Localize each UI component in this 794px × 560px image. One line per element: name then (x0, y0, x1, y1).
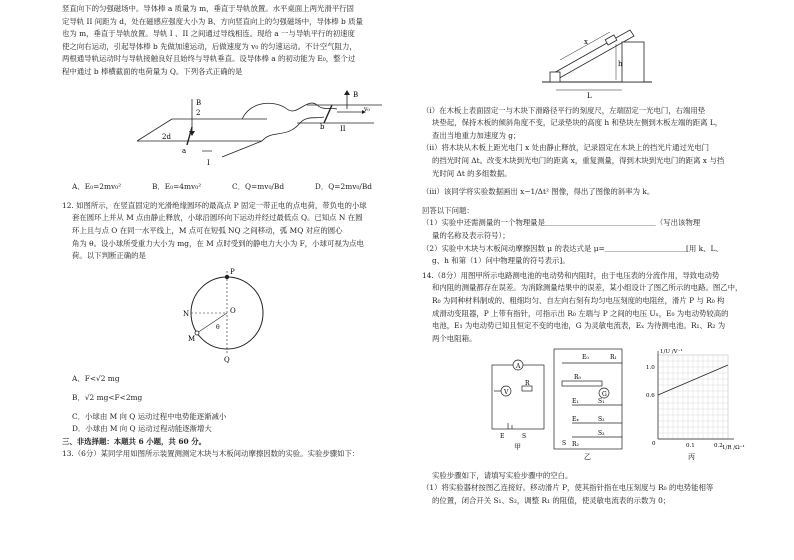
text-line: 程中通过 b 棒横截面的电荷量为 Q。下列各式正确的是 (62, 66, 243, 76)
graph-ylabel: 1/U /V⁻¹ (660, 349, 683, 356)
text-line: （1）实验中还需测量的一个物理量是＿＿＿＿＿＿＿＿＿＿＿＿＿＿＿（写出该物理 (422, 218, 701, 228)
label-R1: R₁ (610, 354, 617, 362)
label-O: O (230, 306, 236, 315)
text-line: 使之向右运动，引起导体棒 b 先做加速运动，后做速度为 v₀ 的匀速运动。不计空气阻力， (62, 41, 357, 51)
tick-y1: 1.0 (646, 365, 655, 372)
text-line: 量的名称及表示符号）； (432, 230, 510, 240)
q14-steps (422, 470, 752, 508)
fig12-ring-diagram (62, 263, 392, 363)
option-c[interactable]: C．小球由 M 向 Q 运动过程中电势能逐渐减小 (72, 411, 227, 421)
label-bing: 丙 (688, 453, 695, 462)
text-line: 两个电阻箱。 (432, 333, 477, 343)
right-column (422, 0, 752, 508)
left-column (62, 0, 392, 461)
text-line: 竖直向下的匀强磁场中。导体棒 a 质量为 m，垂直于导轨放置。水平桌面上两光滑平行固 (62, 4, 354, 13)
label-Sp: S (562, 440, 567, 448)
label-N: N (183, 309, 190, 318)
option-b[interactable]: B．√2 mg<F<2mg (72, 392, 143, 402)
fig14-circuits (422, 345, 752, 465)
label-Ex: Eₓ (572, 416, 579, 424)
text-line: 的位置，闭合开关 S₁、S₂，调整 R₁ 的阻值，使灵敏电流表的示数为 0； (432, 496, 671, 506)
text-line: 荷。以下判断正确的是 (72, 251, 146, 261)
label-S2: S₂ (598, 416, 605, 424)
label-yi: 乙 (584, 453, 591, 462)
label-x: x (584, 38, 588, 46)
label-B1: B (196, 98, 202, 107)
ammeter-A: A (516, 363, 521, 371)
label-S: S (522, 433, 527, 441)
text-line: 的挡光时间 Δt。改变木块到光电门的距离 x，重复测量，得到木块到光电门的距离 x 与挡 (432, 155, 725, 165)
label-E: E (500, 433, 505, 441)
label-b: b (320, 122, 325, 131)
q12-text (62, 200, 392, 263)
text-line: 光时间 Δt 的多组数据。 (432, 168, 512, 178)
label-Q: Q (224, 355, 230, 363)
label-L: L (587, 92, 592, 100)
tick-y2: 0.6 (646, 393, 655, 400)
label-M: M (188, 334, 196, 343)
tick-x2: 0.2 (714, 443, 723, 450)
q13-steps (422, 105, 752, 268)
text-line: g、h 和第（1）问中物理量的符号表示]。 (432, 256, 570, 266)
option-a[interactable]: A．E₀=2mv₀² (72, 182, 122, 192)
label-num1: I (207, 158, 210, 167)
text-line: 定导轨 II 间距为 d，处在磁感应强度大小为 B、方向竖直向上的匀强磁场中，导体棒 b 质量 (62, 16, 363, 26)
text-line: 角为 θ。设小球所受重力大小为 mg，在 M 点时受到的静电力大小为 F，小球可视为点电 (72, 238, 364, 248)
label-R2: R₂ (572, 441, 579, 449)
q13-heading: 13.（6分）某同学用如图所示装置测测定木块与木板间动摩擦因数的实验。实验步骤如下： (62, 449, 360, 459)
q12-options (62, 373, 392, 435)
label-a: a (182, 146, 187, 155)
q11-text (62, 3, 392, 79)
option-d[interactable]: D．小球由 M 向 Q 运动过程动能逐渐增大 (72, 424, 212, 434)
fig11-rails-diagram (62, 79, 392, 173)
label-num2: II (340, 124, 346, 133)
text-line: （1）将实验器材按图乙连接好。移动滑片 P，使其指针指在电压刻度与 R₀ 的电势能相等 (422, 483, 714, 493)
graph-xlabel: 1/R /Ω⁻¹ (722, 445, 745, 452)
text-line: 查出当地重力加速度为 g； (432, 130, 521, 140)
text-line: 两根通导轨运动时与导轨接触良好且始终与导轨垂直。设导体棒 a 的初动能为 E₀，整个过 (62, 54, 356, 64)
label-P: P (230, 267, 235, 276)
label-E0: E₀ (582, 354, 589, 362)
tick-x1: 0.1 (686, 443, 695, 450)
text-line: （i）在木板上表面固定一与木块下滑路径平行的刻度尺，左端固定一光电门，右端用垫 (422, 105, 706, 115)
label-v0: v₀ (364, 105, 370, 113)
label-h: h (618, 60, 623, 68)
label-S3: S₃ (598, 430, 605, 438)
label-R0: R₀ (574, 374, 581, 382)
label-2d: 2d (162, 132, 171, 141)
label-E1: E₁ (572, 398, 579, 406)
voltmeter-V: V (504, 389, 509, 397)
text-line: （iii）该同学将实验数据画出 x−1/Δt² 图像，得出了图像的斜率为 k。 (422, 187, 655, 197)
tick-origin: 0 (652, 441, 656, 448)
label-B2: B (353, 90, 359, 99)
text-line: 块垫起，保持木板的倾斜角度不变，记录垫块的高度 h 和垫块左侧到木板左端的距离 L， (432, 118, 723, 128)
option-b[interactable]: B．E₀=4mv₀² (151, 182, 202, 192)
text-line: 环上且与点 O 在同一水平线上，M 点可在短弧 NQ 之间移动，弧 MQ 对应的圆心 (72, 225, 343, 235)
galvanometer-G: G (602, 391, 607, 399)
text-line: （ii）将木块从木板上距光电门 x 处由静止释放，记录固定在木块上的挡光片通过光电门 (422, 143, 710, 153)
text-line: 也为 m，垂直于导轨放置。导轨 I 、II 之间通过导线相连。现给 a 一与导轨平行的初速度 (62, 29, 355, 39)
label-R: R (525, 380, 530, 388)
option-c[interactable]: C．Q=mv₀/Bd (231, 182, 285, 192)
option-d[interactable]: D．Q=2mv₀/Bd (314, 182, 372, 192)
section-heading: 三、非选择题：本题共 6 小题，共 60 分。 (62, 436, 206, 446)
label-theta: θ (216, 323, 220, 331)
fig13-incline-diagram (422, 0, 752, 100)
q14-text (422, 270, 752, 346)
option-a[interactable]: A．F<√2 mg (72, 374, 120, 384)
text-line: 和内阻的测量都存在误差。为消除测量结果中的误差，某小组设计了图乙所示的电路。图乙中， (432, 283, 743, 293)
text-line: 回答以下问题： (422, 205, 474, 215)
text-line: 成滑动变阻器，P 上带有指针，可指示出 R₀ 左端与 P 之间的电压 Uₓ，E₀ 为电动势较高的 (432, 308, 729, 318)
text-line: （2）实验中木块与木板间动摩擦因数 μ 的表达式是 μ=＿＿＿＿＿＿＿＿＿＿＿[用 k、L、 (422, 243, 723, 253)
q11-options (72, 181, 372, 194)
text-line: R₀ 为同种材料制成的、粗细均匀、自左向右刻有均匀电压刻度的电阻丝，滑片 P 与 R₀ 构 (432, 295, 725, 305)
label-S1: S₁ (598, 398, 605, 406)
text-line: 实验步骤如下，请填写实验步骤中的空白。 (432, 470, 573, 480)
text-line: 12. 如图所示，在竖直固定的光滑绝缘圆环的最高点 P 固定一带正电的点电荷，带负电的小球 (62, 200, 367, 210)
label-half: 2 (196, 108, 201, 117)
text-line: 套在圆环上并从 M 点由静止释放，小球沿圆环向下运动并经过最低点 Q。已知点 N 在圆 (72, 213, 363, 223)
text-line: 电池，E₁ 为电动势已知且恒定不变的电池，G 为灵敏电流表，Eₓ 为待测电池。R₁、R₂ 为 (432, 321, 726, 331)
label-jia: 甲 (514, 443, 521, 452)
text-line: 14.（8分）用图甲所示电路测电池的电动势和内阻时，由于电压表的分流作用，导致电动势 (422, 270, 720, 280)
